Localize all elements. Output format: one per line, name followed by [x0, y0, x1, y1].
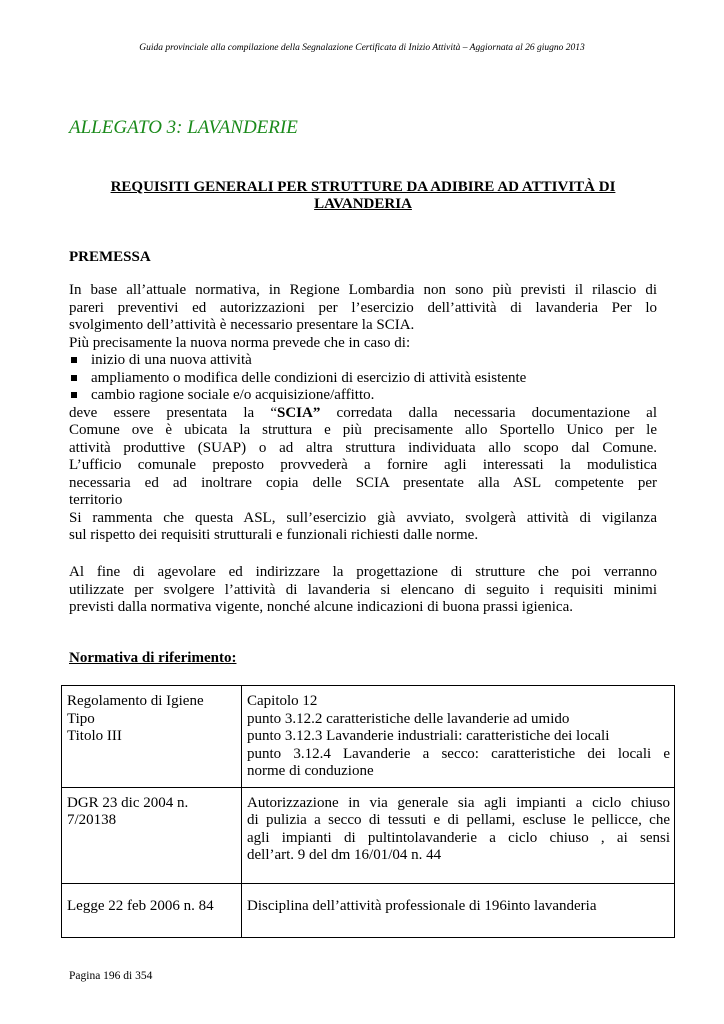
cell-line: Regolamento di Igiene	[67, 693, 204, 709]
normativa-heading-colon: :	[231, 650, 237, 666]
requisiti-title-line-1: REQUISITI GENERALI PER STRUTTURE DA ADIBIRE AD ATTIVITÀ DI	[110, 179, 616, 195]
cell-line: punto 3.12.3 Lavanderie industriali: caratteristiche dei locali	[247, 728, 610, 744]
table-row	[62, 686, 675, 788]
cell-line: Capitolo 12	[247, 693, 318, 709]
table-cell-description	[242, 883, 675, 937]
text-line: utilizzate per svolgere l’attività di lavanderia si elencano di seguito i requisiti minimi	[69, 581, 657, 598]
cell-line: agli impianti di pultintolavanderie a ciclo chiuso , ai sensi	[247, 829, 670, 846]
text-line: svolgimento dell’attività è necessario presentare la SCIA.	[69, 317, 415, 333]
cell-line: punto 3.12.2 caratteristiche delle lavanderie ad umido	[247, 710, 570, 727]
text-line: L’ufficio comunale preposto provvederà a fornire agli interessati la modulistica	[69, 457, 657, 473]
premessa-paragraph-1	[69, 282, 657, 545]
text-line	[69, 405, 657, 423]
text-fragment: corredata dalla necessaria documentazione al	[320, 404, 657, 421]
requisiti-title-line-2: LAVANDERIA	[314, 196, 412, 212]
text-line: previsti dalla normativa vigente, nonché alcune indicazioni di buona prassi igienica.	[69, 599, 574, 615]
text-line: In base all’attuale normativa, in Regione Lombardia non sono più previsti il rilascio di	[69, 282, 657, 298]
cell-line: DGR 23 dic 2004 n.	[67, 794, 189, 811]
text-line: attività produttive (SUAP) o ad altra struttura individuata allo scopo dal Comune.	[69, 439, 657, 456]
table-cell-description	[242, 787, 675, 883]
cell-line: Disciplina dell’attività professionale di 196into lavanderia	[247, 897, 597, 914]
premessa-paragraph-3	[69, 564, 657, 617]
text-fragment: deve essere presentata la “	[69, 404, 277, 421]
allegato-title: ALLEGATO 3: LAVANDERIE	[69, 117, 298, 138]
cell-line: 7/20138	[67, 812, 117, 828]
table-cell-norm	[62, 686, 242, 788]
text-line: sul rispetto dei requisiti strutturali e funzionali richiesti dalle norme.	[69, 527, 479, 543]
text-line: pareri preventivi ed autorizzazioni per l’esercizio dell’attività di lavanderia Per lo	[69, 299, 657, 316]
premessa-heading: PREMESSA	[69, 249, 151, 265]
page-footer: Pagina 196 di 354	[69, 970, 153, 982]
table-cell-norm	[62, 787, 242, 883]
cell-line: Titolo III	[67, 728, 122, 744]
requisiti-title	[69, 179, 657, 213]
normativa-table	[61, 685, 675, 938]
text-line: Al fine di agevolare ed indirizzare la progettazione di strutture che poi verranno	[69, 564, 657, 580]
page-header: Guida provinciale alla compilazione della Segnalazione Certificata di Inizio Attività – Aggiornata al 26 giugno 2013	[139, 43, 585, 53]
cell-line: di pulizia a secco di tessuti e di pellami, escluse le pellicce, che	[247, 812, 670, 828]
list-item: cambio ragione sociale e/o acquisizione/affitto.	[69, 387, 657, 405]
text-line: Comune ove è ubicata la struttura e più precisamente allo Sportello Unico per le	[69, 422, 657, 438]
text-line: necessaria ed ad inoltrare copia delle SCIA presentate alla ASL competente per	[69, 474, 657, 491]
cell-line: norme di conduzione	[247, 763, 374, 779]
cell-line: punto 3.12.4 Lavanderie a secco: caratteristiche dei locali e	[247, 745, 670, 762]
scia-term: SCIA”	[277, 404, 321, 421]
cell-line: Tipo	[67, 710, 95, 727]
table-cell-description	[242, 686, 675, 788]
text-line: Si rammenta che questa ASL, sull’esercizio già avviato, svolgerà attività di vigilanza	[69, 509, 657, 526]
text-line: territorio	[69, 492, 123, 508]
list-item: ampliamento o modifica delle condizioni di esercizio di attività esistente	[69, 370, 657, 388]
cell-line: Legge 22 feb 2006 n. 84	[67, 897, 214, 914]
table-row	[62, 787, 675, 883]
case-list	[69, 352, 657, 405]
cell-line: Autorizzazione in via generale sia agli impianti a ciclo chiuso	[247, 794, 670, 811]
normativa-heading	[69, 650, 236, 667]
cell-line: dell’art. 9 del dm 16/01/04 n. 44	[247, 847, 442, 863]
list-item: inizio di una nuova attività	[69, 352, 657, 370]
text-line: Più precisamente la nuova norma prevede che in caso di:	[69, 334, 411, 351]
table-row	[62, 883, 675, 937]
normativa-heading-text: Normativa di riferimento	[69, 650, 232, 666]
table-cell-norm	[62, 883, 242, 937]
